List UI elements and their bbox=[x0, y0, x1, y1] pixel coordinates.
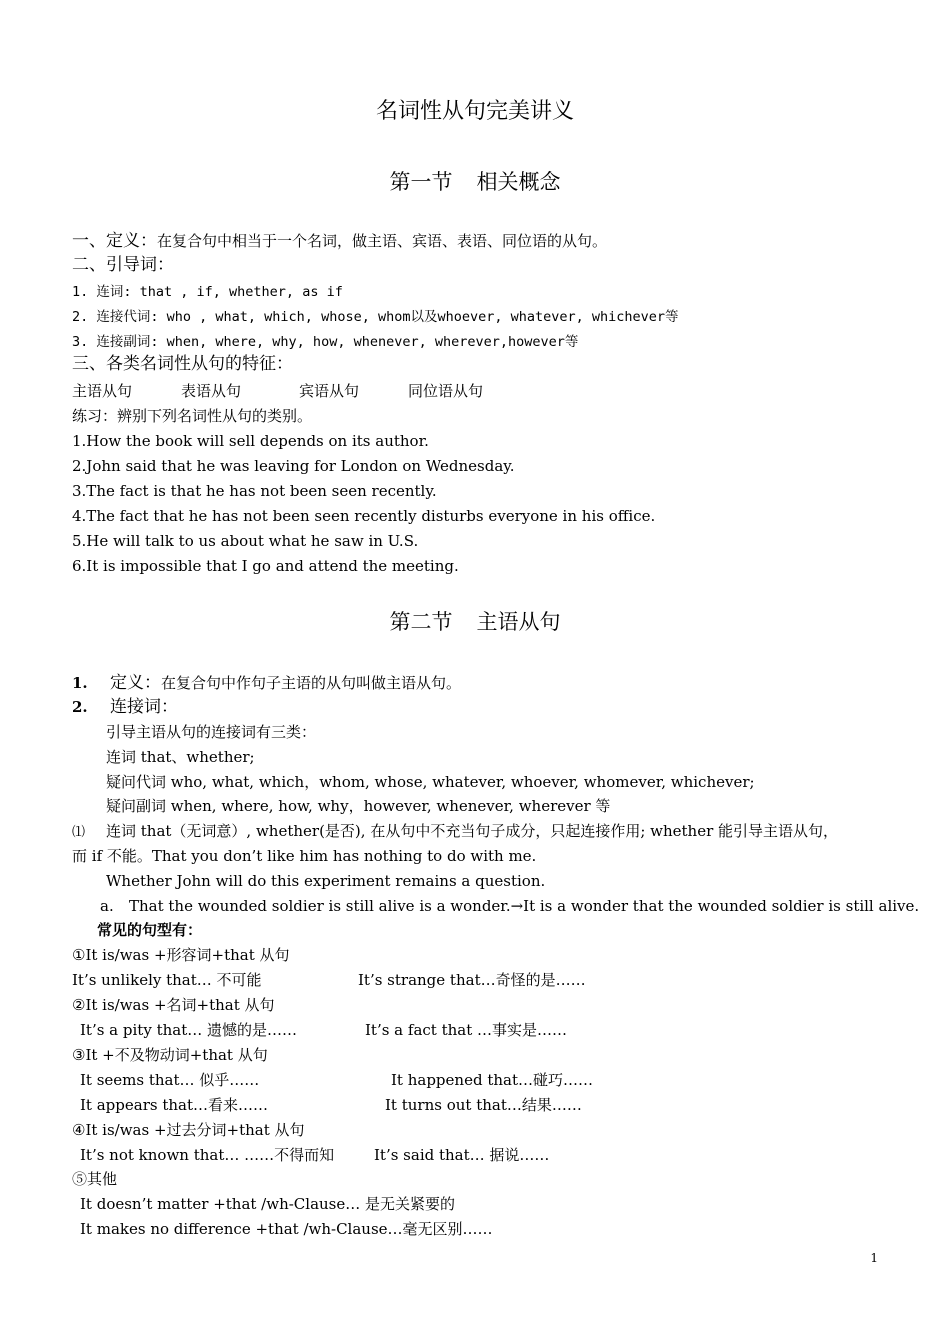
connectives-heading bbox=[72, 697, 178, 717]
clause-type-appositive: 同位语从句 bbox=[408, 382, 484, 400]
note-1-text: 连词 that（无词意）, whether(是否), 在从句中不充当句子成分，只起连接作用; whether 能引导主语从句， bbox=[106, 822, 839, 840]
note-1-line-2: 而 if 不能。That you don’t like him has nothing to do with me. bbox=[72, 847, 537, 865]
subject-clause-definition bbox=[72, 673, 461, 693]
definition-number: 1. bbox=[72, 674, 88, 692]
definition-text-2: 在复合句中作句子主语的从句叫做主语从句。 bbox=[161, 674, 462, 692]
section-1-name: 相关概念 bbox=[476, 170, 561, 194]
connectives-line-2: 连词 that、whether; bbox=[106, 748, 255, 766]
pattern-2-example-2: It’s a fact that …事实是…… bbox=[365, 1021, 568, 1039]
pattern-5-heading: ⑤其他 bbox=[72, 1170, 118, 1188]
section-2-name: 主语从句 bbox=[476, 610, 561, 634]
section-1-heading bbox=[0, 166, 950, 196]
connectives-label: 连接词： bbox=[110, 697, 178, 717]
pattern-3-example-3: It appears that…看来…… bbox=[80, 1096, 268, 1114]
page-number: 1 bbox=[870, 1251, 878, 1265]
definition-line bbox=[72, 231, 607, 251]
practice-item-2: 2.John said that he was leaving for London on Wednesday. bbox=[72, 457, 515, 475]
features-label: 三、各类名词性从句的特征： bbox=[72, 354, 293, 374]
pattern-3-heading: ③It +不及物动词+that 从句 bbox=[72, 1046, 268, 1064]
example-a-text: That the wounded soldier is still alive is a wonder.→It is a wonder that the wounded soldier is still alive. bbox=[129, 897, 920, 915]
practice-item-3: 3.The fact is that he has not been seen recently. bbox=[72, 482, 437, 500]
pattern-5-example-1: It doesn’t matter +that /wh-Clause… 是无关紧要的 bbox=[80, 1195, 456, 1213]
document-title: 名词性从句完美讲义 bbox=[375, 99, 574, 124]
intro-words-label: 二、引导词： bbox=[72, 255, 174, 275]
definition-label: 一、定义： bbox=[72, 231, 157, 251]
practice-label: 练习：辨别下列名词性从句的类别。 bbox=[72, 407, 313, 425]
connectives-number: 2. bbox=[72, 698, 88, 716]
section-2-heading bbox=[0, 606, 950, 636]
pattern-2-heading: ②It is/was +名词+that 从句 bbox=[72, 996, 275, 1014]
pattern-1-heading: ①It is/was +形容词+that 从句 bbox=[72, 946, 290, 964]
definition-label-2: 定义： bbox=[110, 673, 161, 693]
intro-item-2: 2. 连接代词: who , what, which, whose, whom以及whoever, whatever, whichever等 bbox=[72, 309, 679, 325]
example-a bbox=[100, 896, 919, 916]
example-a-marker: a. bbox=[100, 897, 114, 915]
connectives-line-4: 疑问副词 when, where, how, why，however, whenever, wherever 等 bbox=[106, 797, 611, 815]
pattern-4-heading: ④It is/was +过去分词+that 从句 bbox=[72, 1121, 305, 1139]
example-whether: Whether John will do this experiment remains a question. bbox=[106, 872, 546, 890]
practice-item-6: 6.It is impossible that I go and attend the meeting. bbox=[72, 557, 459, 575]
pattern-4-example-1: It’s not known that… ……不得而知 bbox=[80, 1146, 335, 1164]
pattern-5-example-2: It makes no difference +that /wh-Clause…毫无区别…… bbox=[80, 1220, 493, 1238]
practice-item-1: 1.How the book will sell depends on its author. bbox=[72, 432, 429, 450]
pattern-3-example-4: It turns out that…结果…… bbox=[385, 1096, 582, 1114]
practice-item-4: 4.The fact that he has not been seen recently disturbs everyone in his office. bbox=[72, 507, 656, 525]
intro-item-1: 1. 连词: that , if, whether, as if bbox=[72, 284, 343, 300]
clause-type-object: 宾语从句 bbox=[299, 382, 360, 400]
pattern-1-example-1: It’s unlikely that… 不可能 bbox=[72, 971, 262, 989]
note-1-marker: ⑴ bbox=[72, 825, 86, 840]
patterns-label: 常见的句型有： bbox=[97, 921, 203, 939]
pattern-2-example-1: It’s a pity that… 遗憾的是…… bbox=[80, 1021, 297, 1039]
section-2-number: 第二节 bbox=[389, 610, 453, 634]
pattern-4-example-2: It’s said that… 据说…… bbox=[374, 1146, 550, 1164]
clause-type-subject: 主语从句 bbox=[72, 382, 133, 400]
section-1-number: 第一节 bbox=[389, 170, 453, 194]
pattern-1-example-2: It’s strange that…奇怪的是…… bbox=[358, 971, 586, 989]
definition-text: 在复合句中相当于一个名词，做主语、宾语、表语、同位语的从句。 bbox=[157, 232, 608, 250]
clause-type-predicative: 表语从句 bbox=[181, 382, 242, 400]
connectives-line-1: 引导主语从句的连接词有三类： bbox=[106, 723, 317, 741]
connectives-line-3: 疑问代词 who, what, which，whom, whose, whatever, whoever, whomever, whichever; bbox=[106, 773, 755, 791]
pattern-3-example-2: It happened that…碰巧…… bbox=[391, 1071, 593, 1089]
pattern-3-example-1: It seems that… 似乎…… bbox=[80, 1071, 260, 1089]
intro-item-3: 3. 连接副词: when, where, why, how, whenever, wherever,however等 bbox=[72, 334, 579, 350]
practice-item-5: 5.He will talk to us about what he saw in U.S. bbox=[72, 532, 419, 550]
note-1-line-1 bbox=[72, 821, 838, 843]
